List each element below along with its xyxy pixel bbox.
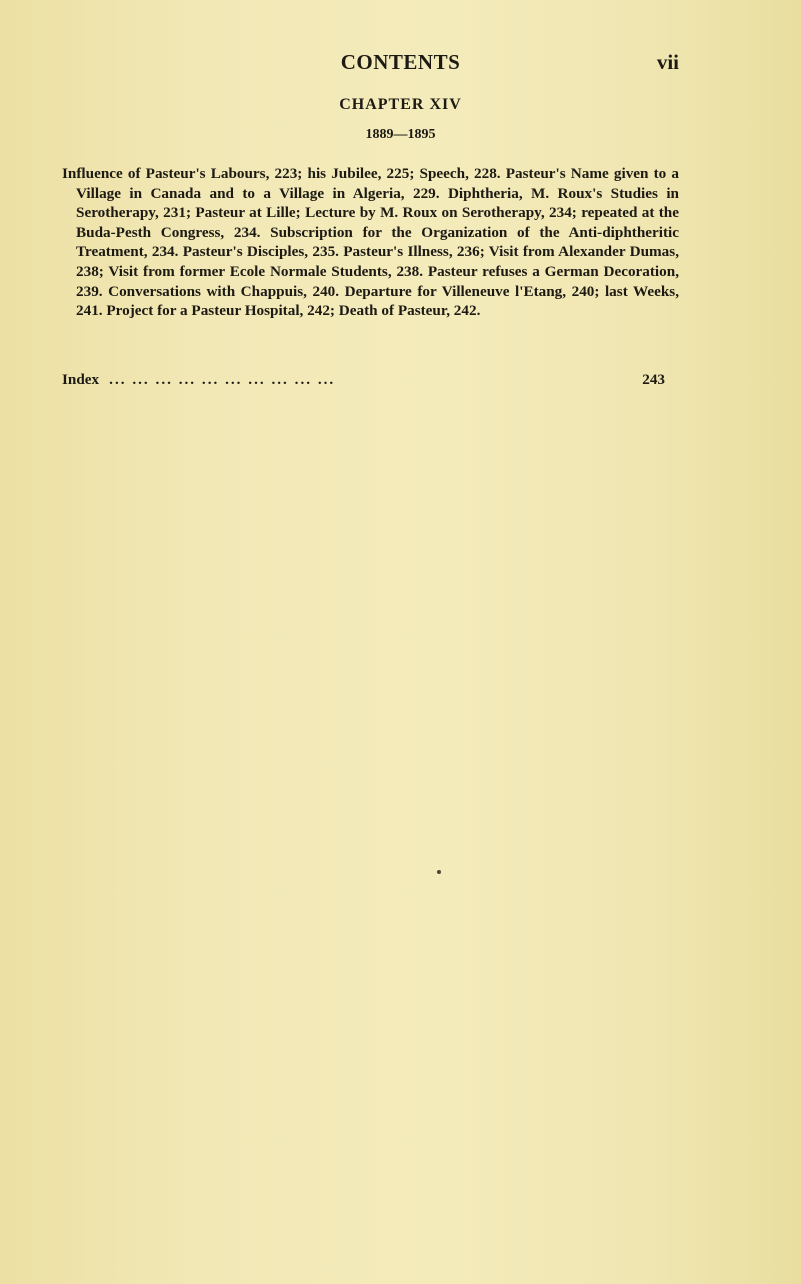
index-page-number: 243 (642, 371, 665, 388)
chapter-years: 1889—1895 (365, 127, 436, 142)
index-entry (62, 371, 665, 393)
running-title: CONTENTS (340, 50, 461, 74)
paper-speck (437, 870, 441, 874)
index-leader-dots: ... ... ... ... ... ... ... ... ... ... (109, 371, 336, 388)
index-label: Index (62, 371, 100, 388)
chapter-heading: CHAPTER XIV (339, 96, 462, 113)
running-head (0, 50, 801, 80)
page-number: vii (656, 50, 679, 74)
chapter-summary: Influence of Pasteur's Labours, 223; his Jubilee, 225; Speech, 228. Pasteur's Name given to a Village in Canada and to a Village in Algeria, 229. Diphtheria, M. Roux's Studies in Serotherapy, 231; Pasteur at Lille; Lecture by M. Roux on Serotherapy, 234; repeated at the Buda-Pesth Congress, 234. Subscription for the Organization of the Anti-diphtheritic Treatment, 234. Pasteur's Disciples, 235. Pasteur's Illness, 236; Visit from Alexander Dumas, 238; Visit from former Ecole Normale Students, 238. Pasteur refuses a German Decoration, 239. Conversations with Chappuis, 240. Departure for Villeneuve l'Etang, 240; last Weeks, 241. Project for a Pasteur Hospital, 242; Death of Pasteur, 242. (62, 165, 679, 320)
